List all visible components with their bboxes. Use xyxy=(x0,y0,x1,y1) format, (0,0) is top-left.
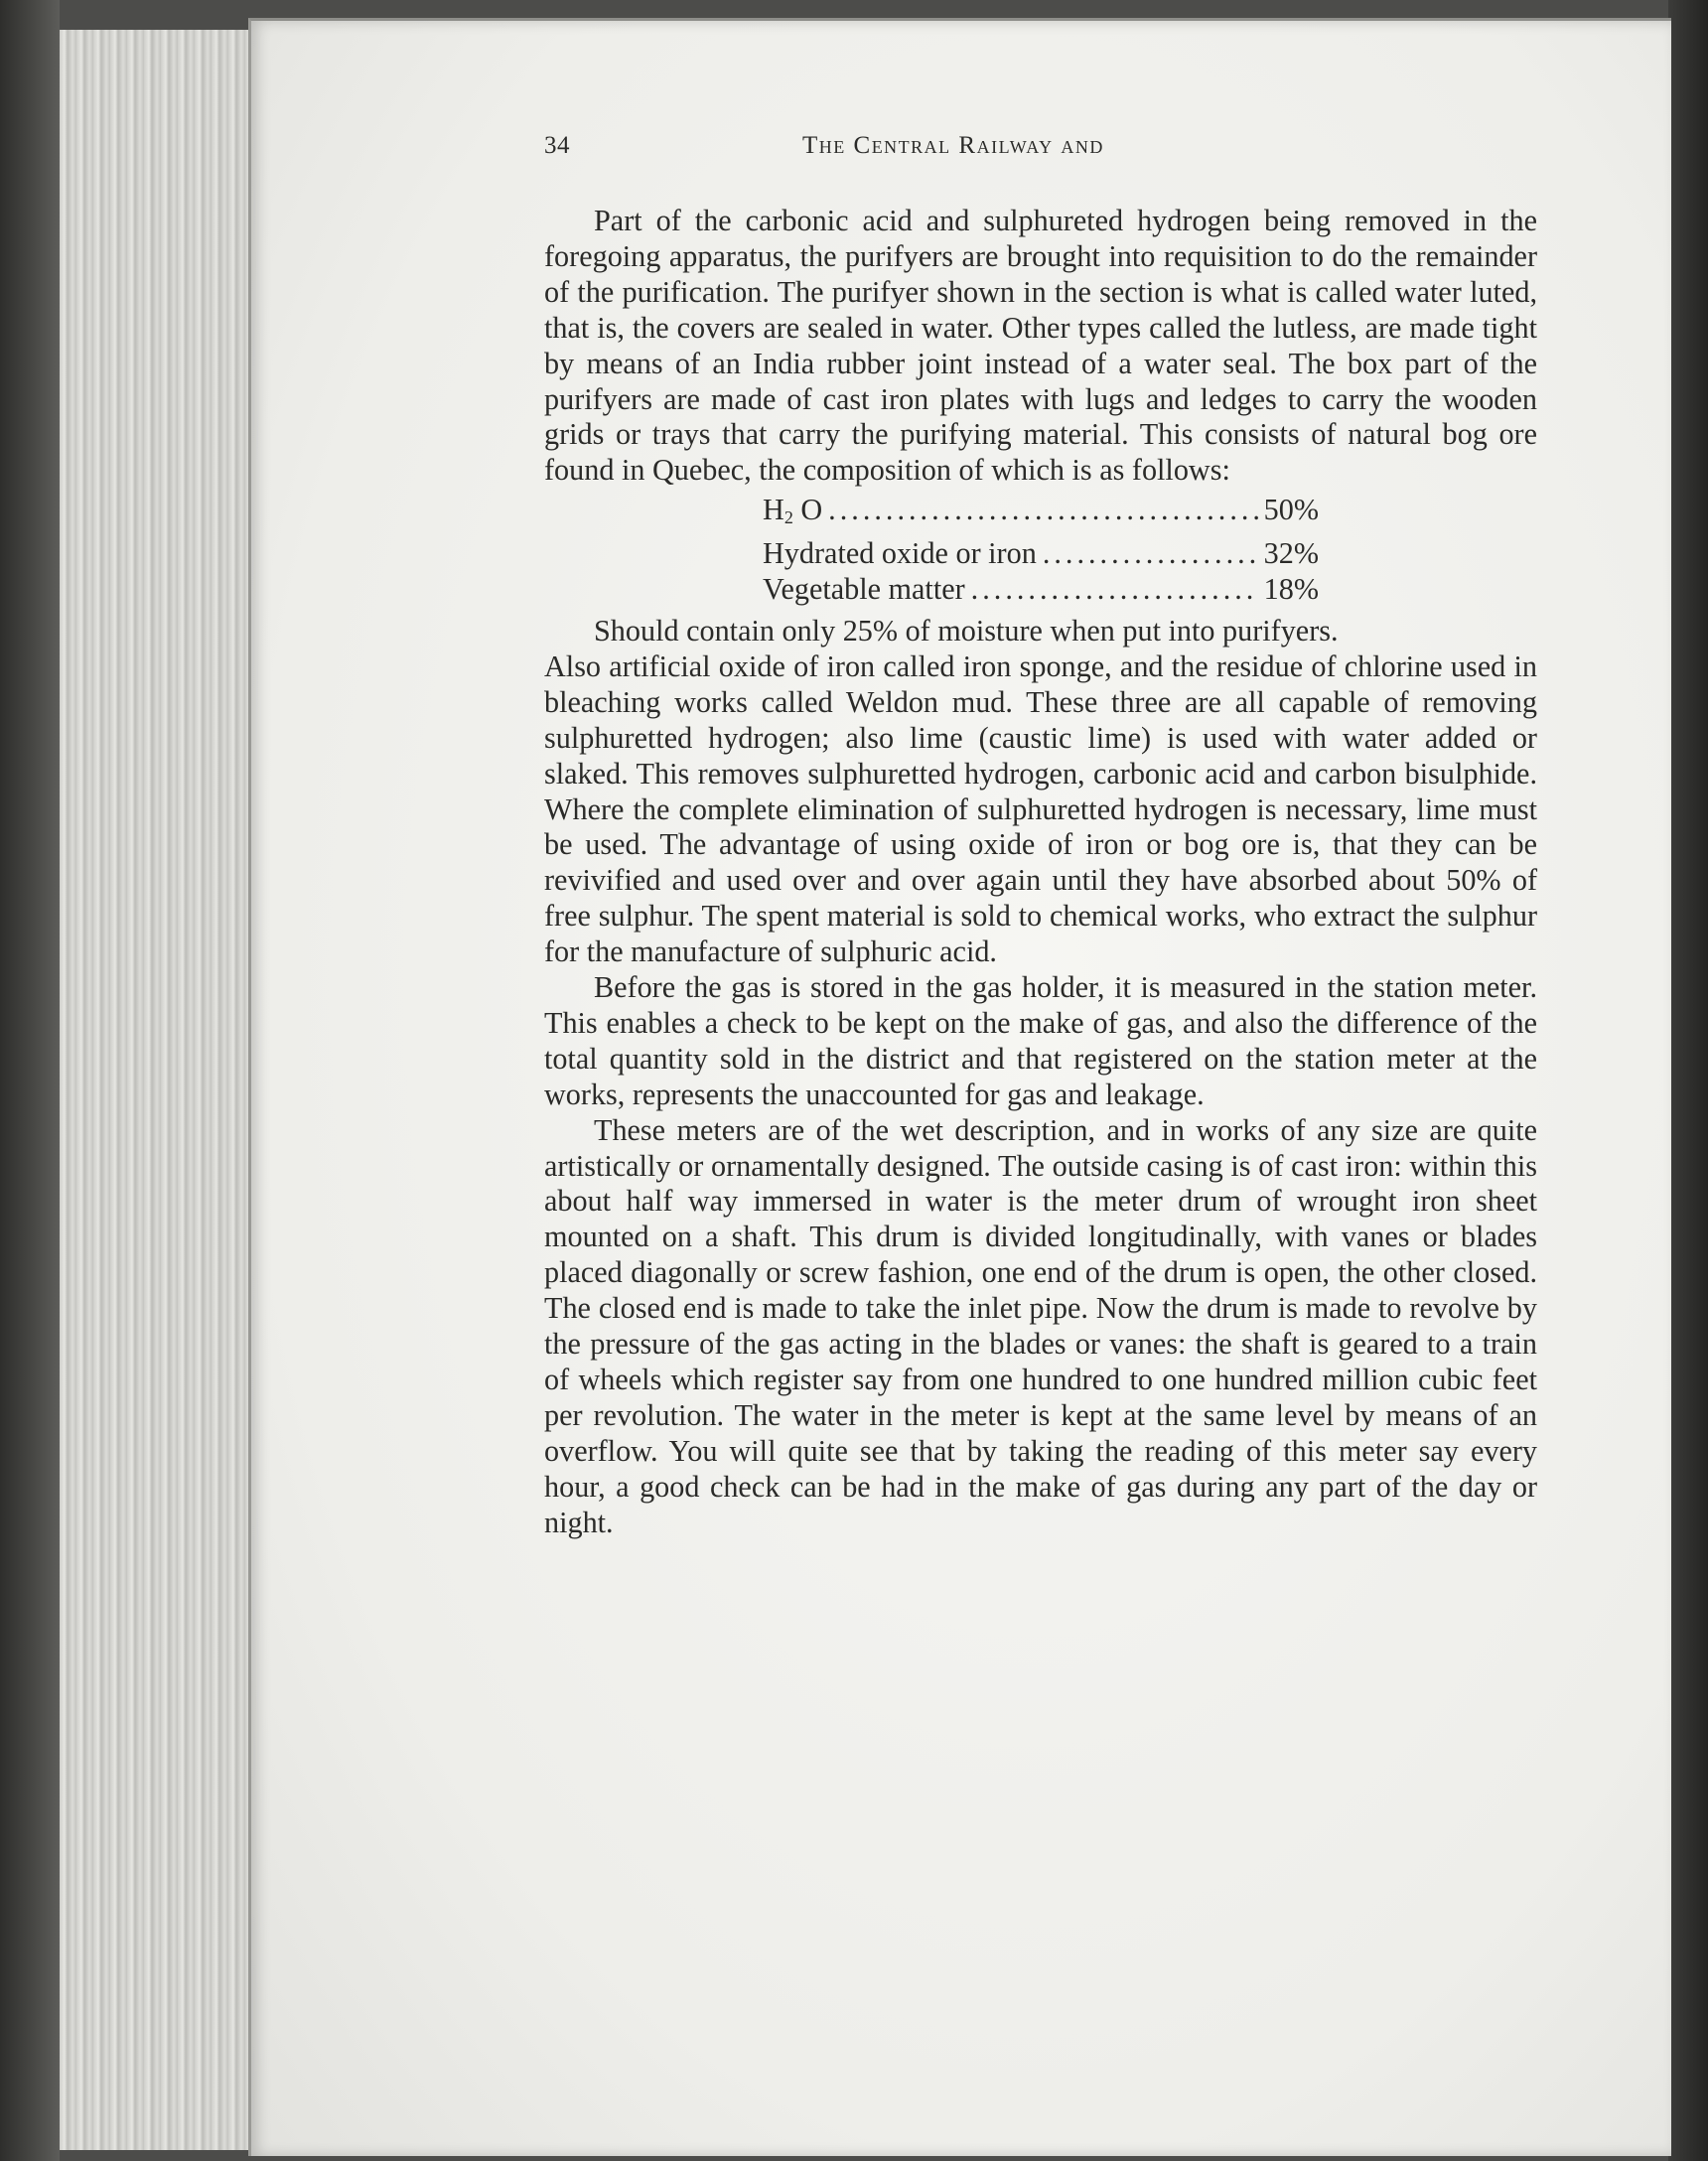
dot-leader xyxy=(828,493,1257,536)
composition-label: Vegetable matter xyxy=(763,572,965,607)
composition-label: $H_2$ O xyxy=(763,493,823,528)
paragraph-station-meter: Before the gas is stored in the gas holder, it is measured in the station meter. This enables a check to be kept on the make of gas, and also the difference of the total quantity sold in the district and that registered on the station meter at the works, represents the unaccounted for gas and leakage. xyxy=(544,970,1537,1111)
book-binding xyxy=(0,0,60,2161)
composition-row xyxy=(763,572,1319,608)
paragraph-oxide-of-iron: Also artificial oxide of iron called iron sponge, and the residue of chlorine used in bleaching works called Weldon mud. These three are all capable of removing sulphuretted hydrogen; also lime (caustic lime) is used with water added or slaked. This removes sulphuretted hydrogen, carbonic acid and carbon bisulphide. Where the complete elimination of sulphuretted hydrogen is necessary, lime must be used. The advantage of using oxide of iron or bog ore is, that they can be revivified and used over and over again until they have absorbed about 50% of free sulphur. The spent material is sold to chemical works, who extract the sulphur for the manufacture of sulphuric acid. xyxy=(544,648,1537,969)
page-edges xyxy=(60,30,260,2150)
composition-value: 50% xyxy=(1263,493,1319,527)
composition-label: Hydrated oxide or iron xyxy=(763,536,1037,571)
paragraph-purifyers: Part of the carbonic acid and sulphureted hydrogen being removed in the foregoing apparatus, the purifyers are brought into requisition to do the remainder of the purification. The purifyer shown in the section is what is called water luted, that is, the covers are sealed in water. Other types called the lutless, are made tight by means of an India rubber joint instead of a water seal. The box part of the purifyers are made of cast iron plates with lugs and ledges to carry the wooden grids or trays that carry the purifying material. This consists of natural bog ore found in Quebec, the composition of which is as follows: xyxy=(544,204,1537,488)
paragraph-wet-meters: These meters are of the wet description, and in works of any size are quite artistically or ornamentally designed. The outside casing is of cast iron: within this about half way immersed in water is the meter drum of wrought iron sheet mounted on a shaft. This drum is divided longitudinally, with vanes or blades placed diagonally or screw fashion, one end of the drum is open, the other closed. The closed end is made to take the inlet pipe. Now the drum is made to revolve by the pressure of the gas acting in the blades or vanes: the shaft is geared to a train of wheels which register say from one hundred to one hundred million cubic feet per revolution. The water in the meter is kept at the same level by means of an overflow. You will quite see that by taking the reading of this meter say every hour, a good check can be had in the make of gas during any part of the day or night. xyxy=(544,1112,1537,1539)
composition-row xyxy=(763,493,1319,536)
composition-row xyxy=(763,536,1319,572)
dot-leader xyxy=(1043,536,1258,572)
composition-value: 18% xyxy=(1263,572,1319,607)
composition-table xyxy=(763,493,1319,608)
text-block xyxy=(544,128,1537,1541)
page-number: 34 xyxy=(544,132,570,159)
page-header xyxy=(544,128,1537,178)
right-margin-shadow xyxy=(1668,0,1708,2161)
dot-leader xyxy=(971,572,1258,608)
running-head: The Central Railway and xyxy=(802,132,1104,159)
book-page xyxy=(248,18,1671,2156)
composition-value: 32% xyxy=(1263,536,1319,571)
paragraph-moisture: Should contain only 25% of moisture when put into purifyers. xyxy=(594,613,1339,648)
body-text xyxy=(544,204,1537,1541)
